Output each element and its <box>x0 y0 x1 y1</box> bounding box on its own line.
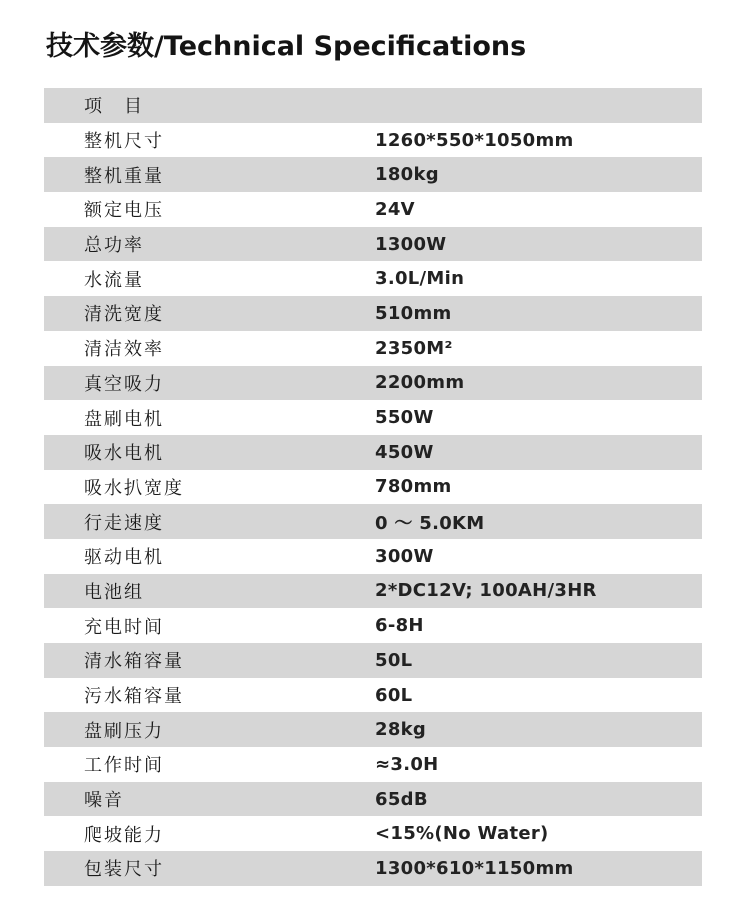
table-row <box>44 296 702 331</box>
table-header-row <box>44 88 702 123</box>
page-title: 技术参数/Technical Specifications <box>46 31 527 62</box>
table-row <box>44 816 702 851</box>
table-row <box>44 678 702 713</box>
row-value: 180kg <box>375 164 439 186</box>
row-value: 510mm <box>375 302 452 324</box>
row-value: 780mm <box>375 476 452 498</box>
table-row <box>44 192 702 227</box>
row-value: 6-8H <box>375 615 424 637</box>
row-label: 工作时间 <box>84 755 164 777</box>
row-label: 噪音 <box>84 790 124 812</box>
row-value: 3.0L/Min <box>375 268 465 290</box>
table-row <box>44 331 702 366</box>
row-value: 60L <box>375 684 413 706</box>
row-value: 450W <box>375 441 434 463</box>
row-value: 2350M² <box>375 337 453 359</box>
row-value: 550W <box>375 407 434 429</box>
row-label: 包装尺寸 <box>84 859 164 881</box>
row-label: 水流量 <box>84 269 144 291</box>
row-value: 0 ～ 5.0KM <box>375 512 485 534</box>
row-value: 300W <box>375 545 434 567</box>
row-label: 总功率 <box>84 235 144 257</box>
row-label: 污水箱容量 <box>84 686 184 708</box>
row-value: 65dB <box>375 788 428 810</box>
row-label: 电池组 <box>84 581 144 603</box>
row-label: 爬坡能力 <box>84 824 164 846</box>
row-label: 真空吸力 <box>84 373 164 395</box>
row-label: 吸水电机 <box>84 443 164 465</box>
table-row <box>44 227 702 262</box>
table-row <box>44 851 702 886</box>
row-value: 28kg <box>375 719 427 741</box>
row-value: 50L <box>375 649 413 671</box>
table-row <box>44 261 702 296</box>
row-label: 清洁效率 <box>84 339 164 361</box>
table-row <box>44 643 702 678</box>
row-value: 1260*550*1050mm <box>375 129 574 151</box>
table-row <box>44 157 702 192</box>
row-value: 1300*610*1150mm <box>375 857 574 879</box>
table-row <box>44 712 702 747</box>
row-label: 盘刷压力 <box>84 720 164 742</box>
table-row <box>44 539 702 574</box>
row-label: 清洗宽度 <box>84 304 164 326</box>
row-value: 24V <box>375 198 415 220</box>
table-row <box>44 782 702 817</box>
table-row <box>44 608 702 643</box>
row-label: 整机尺寸 <box>84 131 164 153</box>
spec-table <box>44 88 702 886</box>
row-label: 行走速度 <box>84 512 164 534</box>
row-label: 吸水扒宽度 <box>84 477 184 499</box>
row-value: 1300W <box>375 233 447 255</box>
table-row <box>44 366 702 401</box>
row-value: <15%(No Water) <box>375 823 549 845</box>
row-value: ≈3.0H <box>375 753 439 775</box>
header-label: 项 目 <box>84 96 144 118</box>
row-label: 整机重量 <box>84 165 164 187</box>
table-row <box>44 470 702 505</box>
row-label: 额定电压 <box>84 200 164 222</box>
row-value: 2200mm <box>375 372 465 394</box>
row-label: 盘刷电机 <box>84 408 164 430</box>
table-row <box>44 747 702 782</box>
table-row <box>44 400 702 435</box>
row-value: 2*DC12V; 100AH/3HR <box>375 580 597 602</box>
table-row <box>44 504 702 539</box>
table-row <box>44 574 702 609</box>
row-label: 充电时间 <box>84 616 164 638</box>
row-label: 清水箱容量 <box>84 651 184 673</box>
table-row <box>44 435 702 470</box>
table-row <box>44 123 702 158</box>
row-label: 驱动电机 <box>84 547 164 569</box>
